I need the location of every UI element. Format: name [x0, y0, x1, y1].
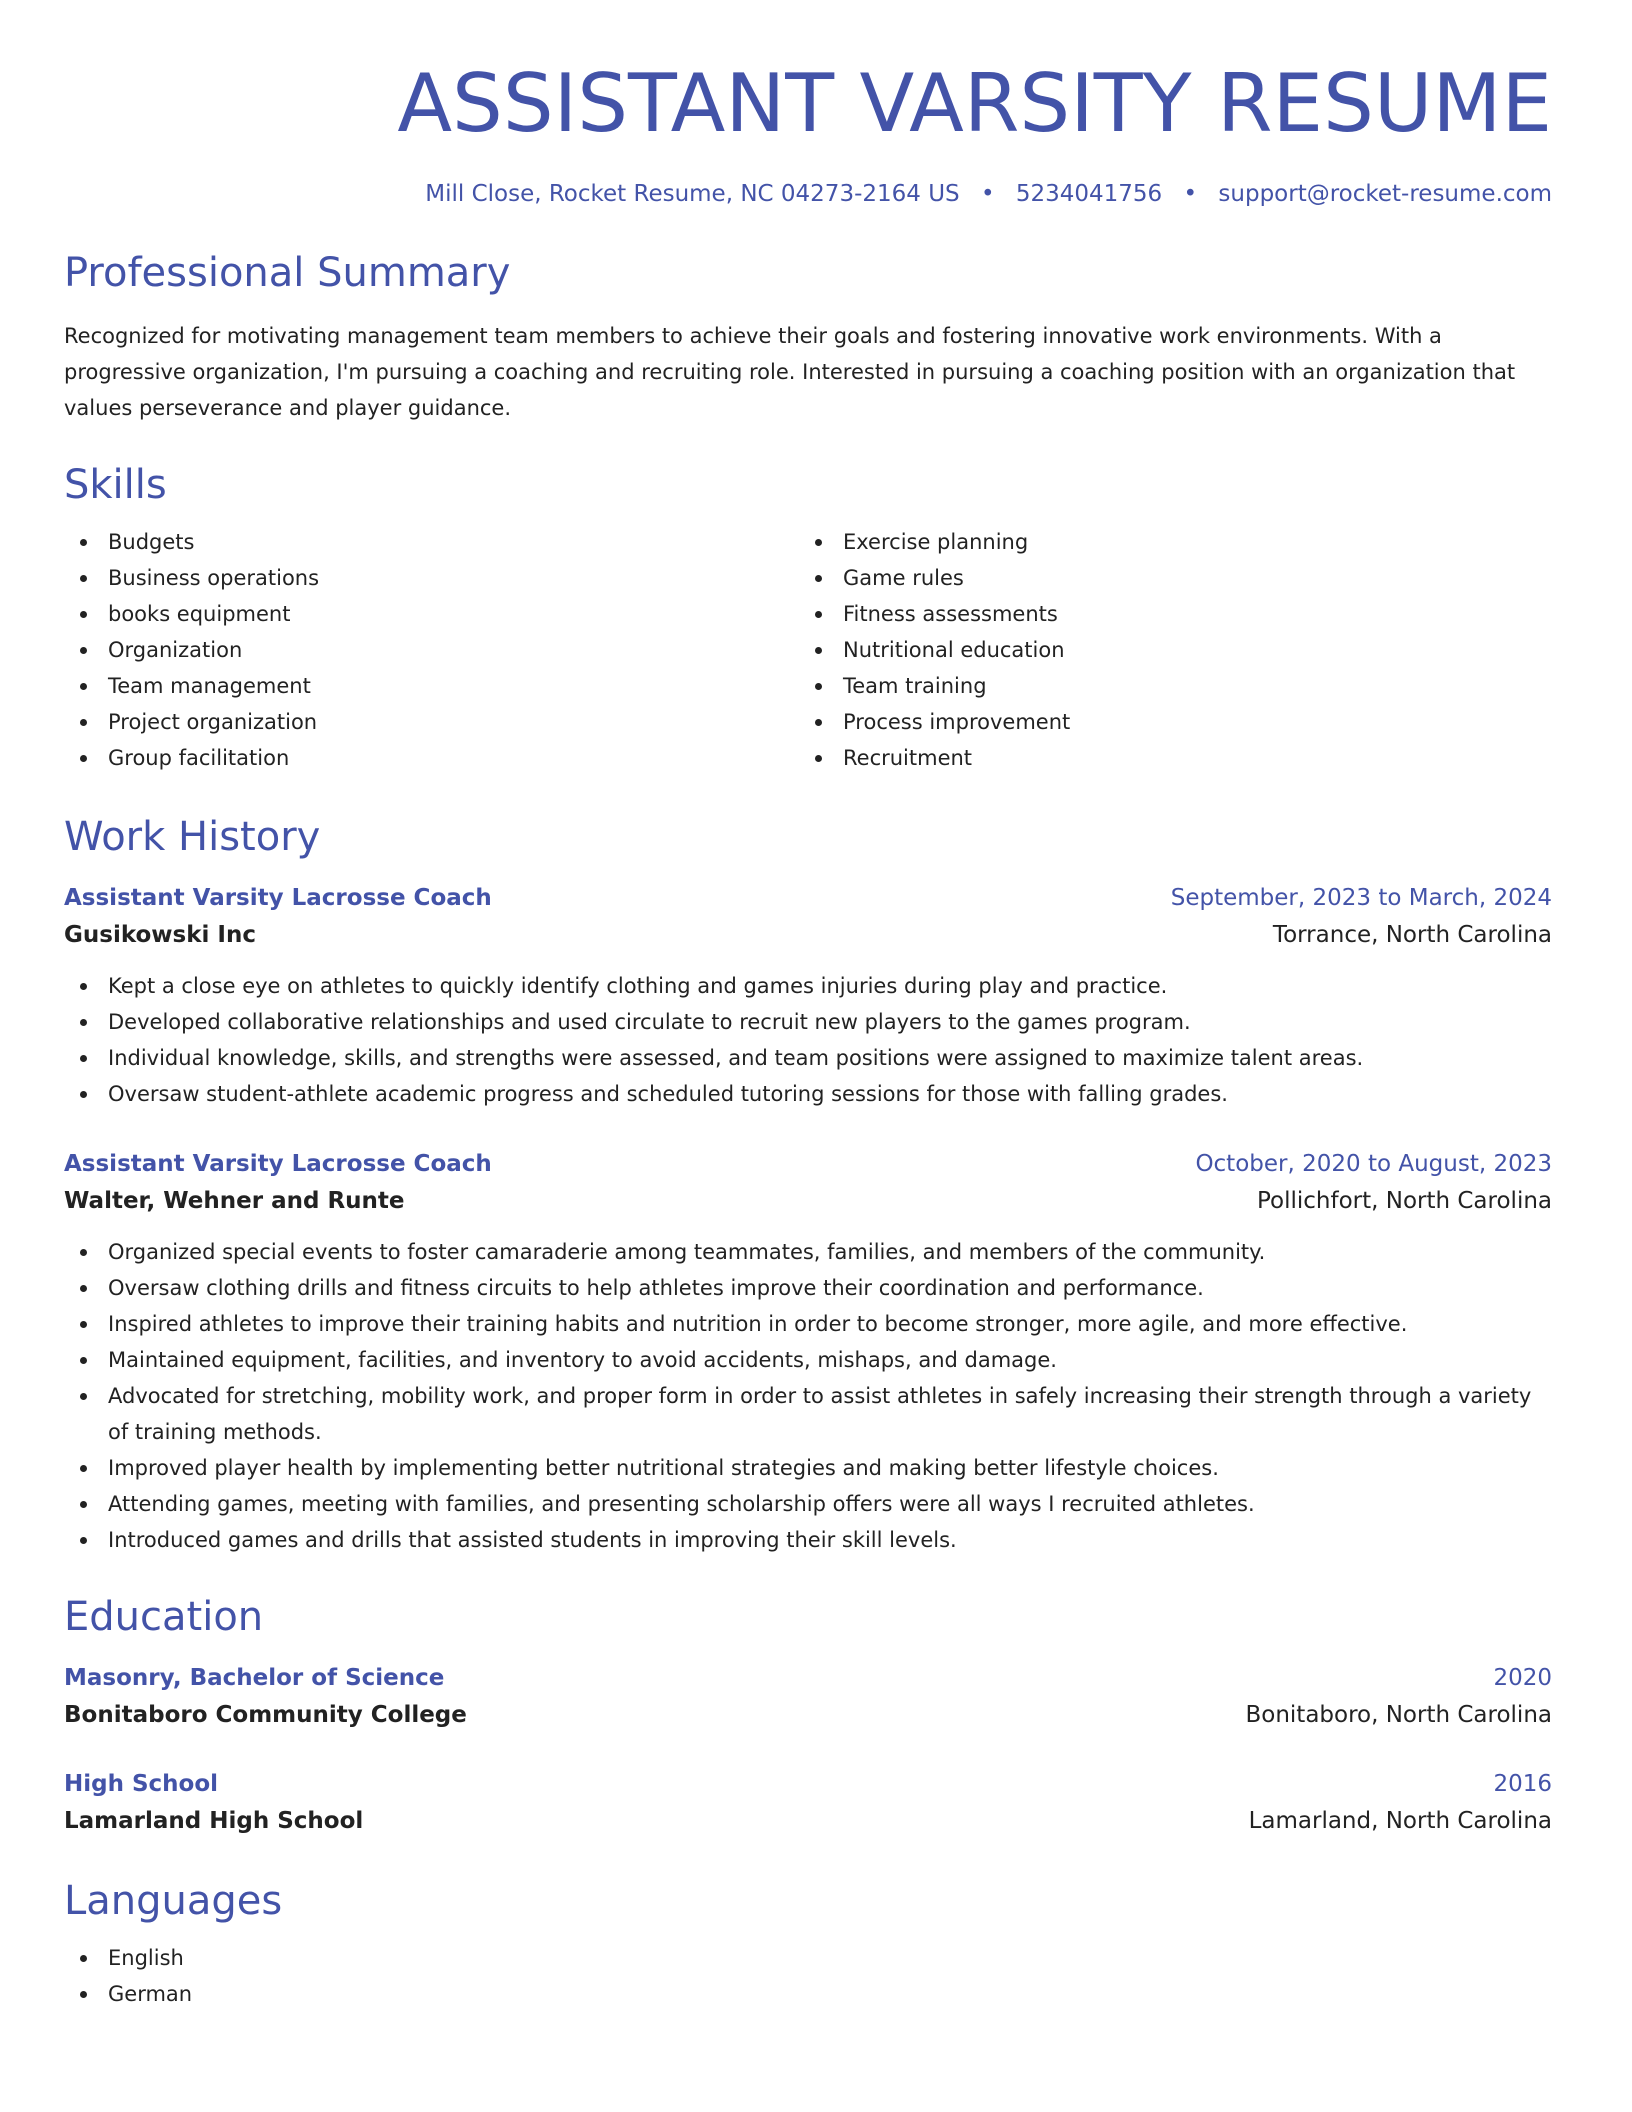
education-entry	[64, 1660, 1552, 1734]
job-bullets	[64, 968, 1552, 1112]
job-title: Assistant Varsity Lacrosse Coach	[64, 885, 492, 911]
education-year: 2020	[1493, 1665, 1552, 1691]
languages-list	[64, 1940, 1552, 2012]
resume-name: ASSISTANT VARSITY RESUME	[397, 57, 1552, 150]
job-company-row	[64, 1182, 1552, 1220]
job-company-row	[64, 916, 1552, 954]
skill-item: Organization	[64, 632, 799, 668]
contact-separator: •	[1183, 181, 1198, 207]
skill-item: Process improvement	[799, 704, 1534, 740]
resume-page	[64, 56, 1552, 2012]
summary-text: Recognized for motivating management team members to achieve their goals and fostering innovative work environments. With a progressive organization, I'm pursuing a coaching and recruiting role. Interested in pursuing a coaching position with an organization that values perseverance and player guidance.	[64, 324, 1516, 420]
skill-item: Project organization	[64, 704, 799, 740]
summary-heading: Professional Summary	[64, 250, 511, 296]
skill-item: Group facilitation	[64, 740, 799, 776]
job-location: Torrance, North Carolina	[1272, 922, 1552, 948]
skill-item: Game rules	[799, 560, 1534, 596]
job-bullet: Attending games, meeting with families, and presenting scholarship offers were all ways I recruited athletes.	[64, 1486, 1552, 1522]
contact-email: support@rocket-resume.com	[1218, 181, 1552, 207]
skill-item: Exercise planning	[799, 524, 1534, 560]
job-location: Pollichfort, North Carolina	[1256, 1188, 1552, 1214]
job-bullet: Oversaw clothing drills and fitness circuits to help athletes improve their coordination and performance.	[64, 1270, 1552, 1306]
job-bullet: Advocated for stretching, mobility work, and proper form in order to assist athletes in safely increasing their strength through a variety of training methods.	[64, 1378, 1552, 1450]
contact-line	[64, 178, 1552, 210]
job-bullet: Oversaw student-athlete academic progress and scheduled tutoring sessions for those with falling grades.	[64, 1076, 1552, 1112]
skill-item: Recruitment	[799, 740, 1534, 776]
contact-phone: 5234041756	[1015, 181, 1163, 207]
education-school-row	[64, 1802, 1552, 1840]
skill-item: Fitness assessments	[799, 596, 1534, 632]
job-bullet: Kept a close eye on athletes to quickly identify clothing and games injuries during play and practice.	[64, 968, 1552, 1004]
job-company: Gusikowski Inc	[64, 922, 256, 948]
education-degree: High School	[64, 1771, 219, 1797]
job-bullet: Individual knowledge, skills, and strengths were assessed, and team positions were assigned to maximize talent areas.	[64, 1040, 1552, 1076]
job-dates: October, 2020 to August, 2023	[1195, 1151, 1552, 1177]
skills-columns	[64, 524, 1552, 776]
job-bullets	[64, 1234, 1552, 1558]
language-item: English	[64, 1940, 1552, 1976]
education-school: Bonitaboro Community College	[64, 1702, 467, 1728]
job-bullet: Organized special events to foster camaraderie among teammates, families, and members of the community.	[64, 1234, 1552, 1270]
skill-item: books equipment	[64, 596, 799, 632]
education-location: Bonitaboro, North Carolina	[1245, 1702, 1552, 1728]
education-degree: Masonry, Bachelor of Science	[64, 1665, 445, 1691]
skill-item: Nutritional education	[799, 632, 1534, 668]
skill-item: Team training	[799, 668, 1534, 704]
job-bullet: Inspired athletes to improve their training habits and nutrition in order to become stronger, more agile, and more effective.	[64, 1306, 1552, 1342]
job-header-row	[64, 1146, 1552, 1182]
job-header-row	[64, 880, 1552, 916]
job-bullet: Maintained equipment, facilities, and inventory to avoid accidents, mishaps, and damage.	[64, 1342, 1552, 1378]
job-bullet: Improved player health by implementing better nutritional strategies and making better lifestyle choices.	[64, 1450, 1552, 1486]
languages-heading: Languages	[64, 1878, 283, 1924]
job-entry	[64, 1146, 1552, 1558]
job-title: Assistant Varsity Lacrosse Coach	[64, 1151, 492, 1177]
language-item: German	[64, 1976, 1552, 2012]
education-school-row	[64, 1696, 1552, 1734]
skills-list-left	[64, 524, 799, 776]
job-bullet: Introduced games and drills that assisted students in improving their skill levels.	[64, 1522, 1552, 1558]
education-school: Lamarland High School	[64, 1808, 364, 1834]
job-dates: September, 2023 to March, 2024	[1170, 885, 1552, 911]
skill-item: Business operations	[64, 560, 799, 596]
education-entry	[64, 1766, 1552, 1840]
education-heading: Education	[64, 1594, 264, 1640]
skill-item: Team management	[64, 668, 799, 704]
education-header-row	[64, 1766, 1552, 1802]
skill-item: Budgets	[64, 524, 799, 560]
job-entry	[64, 880, 1552, 1112]
contact-address: Mill Close, Rocket Resume, NC 04273-2164 US	[425, 181, 960, 207]
education-location: Lamarland, North Carolina	[1248, 1808, 1552, 1834]
skills-heading: Skills	[64, 462, 167, 508]
education-year: 2016	[1493, 1771, 1552, 1797]
work-history-heading: Work History	[64, 814, 321, 860]
job-company: Walter, Wehner and Runte	[64, 1188, 405, 1214]
education-header-row	[64, 1660, 1552, 1696]
job-bullet: Developed collaborative relationships and used circulate to recruit new players to the games program.	[64, 1004, 1552, 1040]
contact-separator: •	[980, 181, 995, 207]
skills-list-right	[799, 524, 1534, 776]
